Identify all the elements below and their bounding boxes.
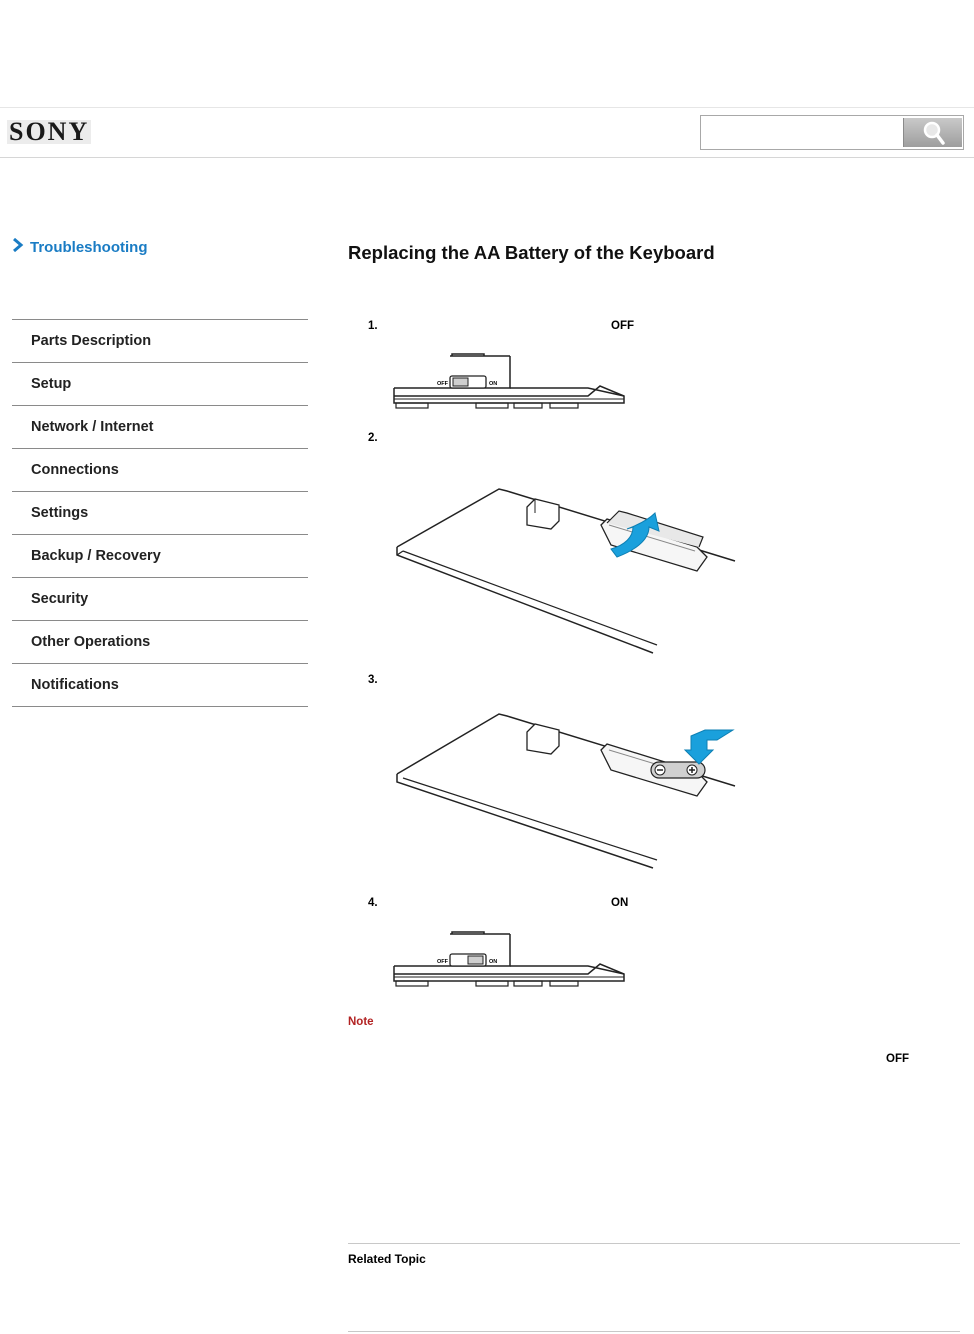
related-topic-divider — [348, 1243, 960, 1244]
keyboard-switch-on-illustration — [392, 930, 630, 988]
page-title: Replacing the AA Battery of the Keyboard — [348, 242, 715, 263]
search-box — [700, 115, 964, 150]
switch-off-label: OFF — [437, 959, 448, 965]
footer-divider — [348, 1331, 960, 1332]
note-keyword: OFF — [886, 1053, 909, 1065]
header-bottom-divider — [0, 157, 974, 158]
battery-cover-removal-illustration — [395, 485, 737, 657]
note-heading: Note — [348, 1016, 374, 1028]
step-4-number: 4. — [368, 897, 378, 909]
breadcrumb[interactable] — [12, 238, 148, 258]
step-2-number: 2. — [368, 432, 378, 444]
switch-on-label: ON — [489, 381, 498, 387]
sidebar-item-connections[interactable]: Connections — [12, 449, 308, 492]
chevron-right-icon — [12, 238, 26, 258]
sidebar-nav — [12, 319, 308, 707]
sidebar-item-backup-recovery[interactable]: Backup / Recovery — [12, 535, 308, 578]
search-icon — [923, 121, 945, 145]
breadcrumb-label: Troubleshooting — [30, 239, 148, 256]
sidebar-item-other-operations[interactable]: Other Operations — [12, 621, 308, 664]
step-1-keyword: OFF — [611, 320, 634, 332]
switch-off-label: OFF — [437, 381, 448, 387]
sidebar-item-parts-description[interactable]: Parts Description — [12, 320, 308, 363]
switch-on-label: ON — [489, 959, 498, 965]
sidebar-item-notifications[interactable]: Notifications — [12, 664, 308, 707]
search-button[interactable] — [903, 118, 962, 147]
sony-logo[interactable]: SONY — [9, 117, 90, 146]
step-1-number: 1. — [368, 320, 378, 332]
sidebar-item-settings[interactable]: Settings — [12, 492, 308, 535]
step-4-keyword: ON — [611, 897, 629, 909]
battery-insert-illustration — [395, 712, 737, 872]
step-3-number: 3. — [368, 674, 378, 686]
sidebar-item-security[interactable]: Security — [12, 578, 308, 621]
related-topic-heading: Related Topic — [348, 1252, 426, 1266]
insert-arrow-icon — [685, 730, 733, 764]
header-top-divider — [0, 107, 974, 108]
keyboard-switch-off-illustration — [392, 352, 630, 410]
sidebar-item-setup[interactable]: Setup — [12, 363, 308, 406]
sidebar-item-network-internet[interactable]: Network / Internet — [12, 406, 308, 449]
search-input[interactable] — [701, 116, 901, 149]
